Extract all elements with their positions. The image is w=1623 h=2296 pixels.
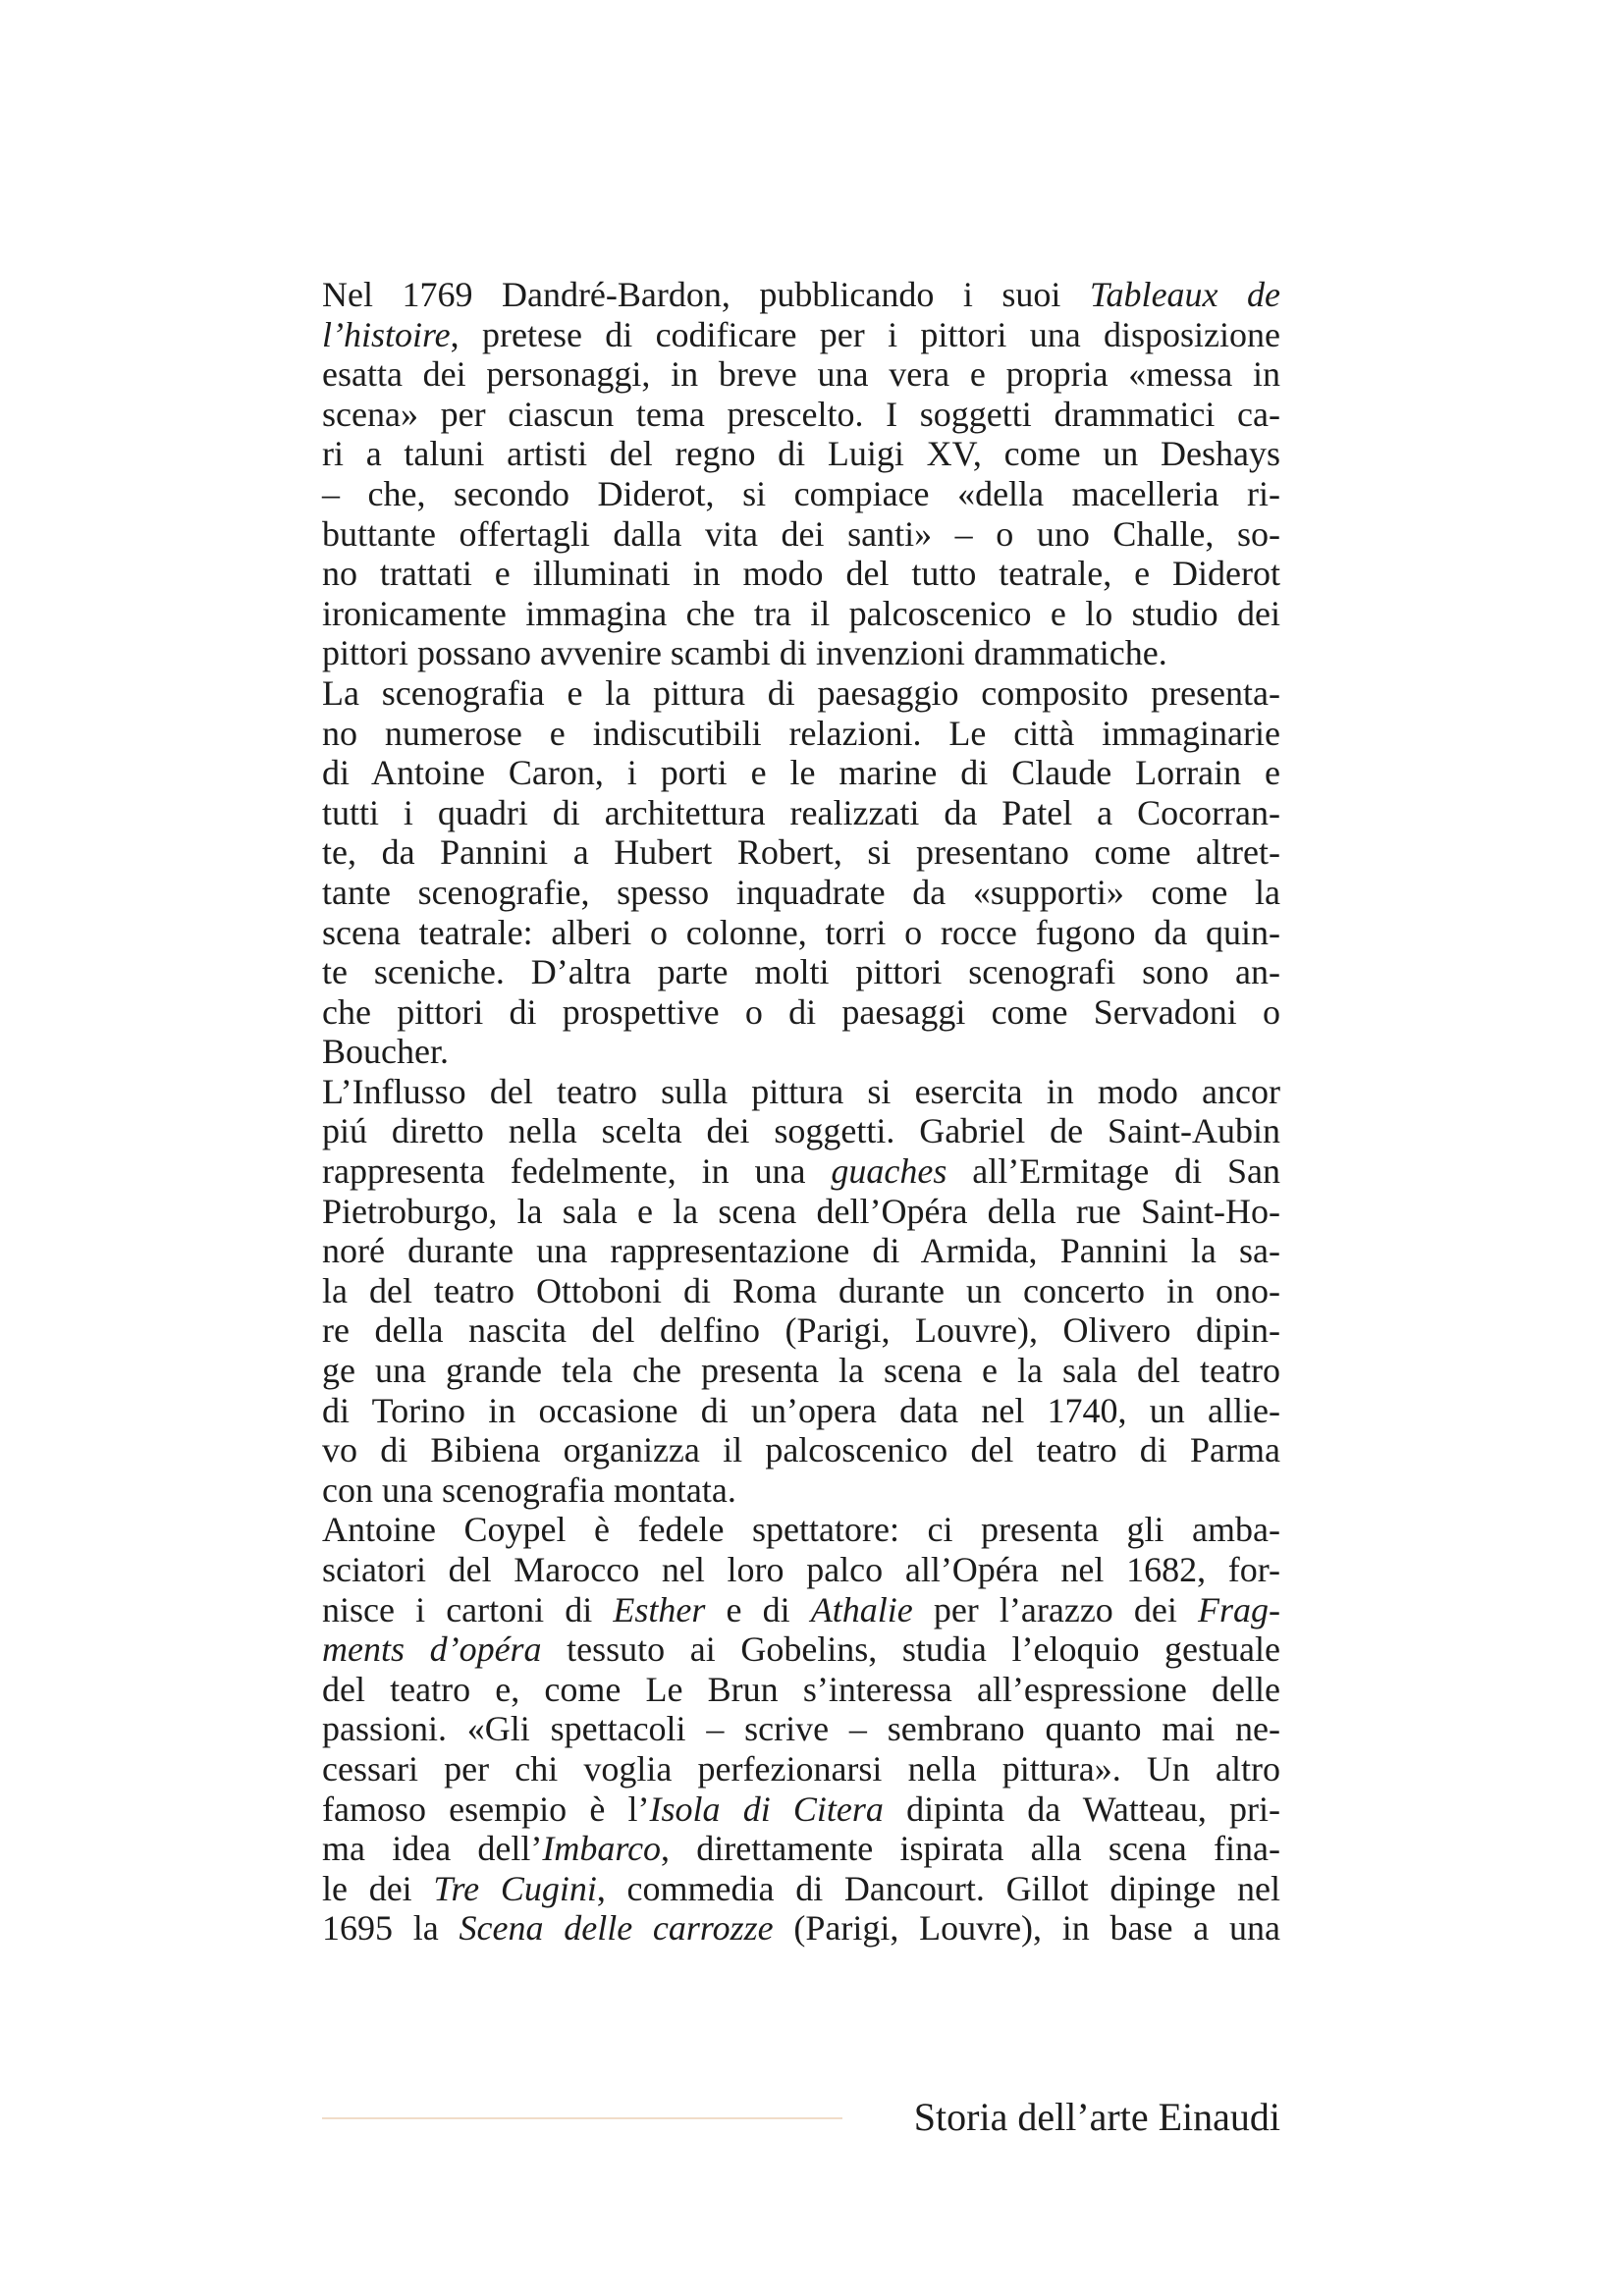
text-segment: Pietroburgo, la sala e la scena dell’Opéra della rue Saint-Ho- (322, 1191, 1280, 1231)
text-line (322, 1749, 1280, 1789)
text-segment: nisce i cartoni di (322, 1589, 614, 1629)
text-segment: te sceniche. D’altra parte molti pittori scenografi sono an- (322, 952, 1280, 992)
text-line (322, 1271, 1280, 1311)
text-segment: te, da Pannini a Hubert Robert, si presentano come altret- (322, 832, 1280, 873)
text-segment: – che, secondo Diderot, si compiace «della macelleria ri- (322, 473, 1280, 513)
text-segment: all’Ermitage di San (947, 1151, 1280, 1192)
text-segment: ma idea dell’ (322, 1829, 543, 1869)
footer-rule (322, 2117, 842, 2119)
text-line (322, 753, 1280, 793)
text-segment: che pittori di prospettive o di paesaggi come Servadoni o (322, 991, 1280, 1032)
footer (322, 2094, 1280, 2143)
text-line (322, 315, 1280, 355)
text-segment: Antoine Coypel è fedele spettatore: ci presenta gli amba- (322, 1510, 1280, 1550)
text-segment: di Antoine Caron, i porti e le marine di Claude Lorrain e (322, 753, 1280, 793)
text-segment: no trattati e illuminati in modo del tutto teatrale, e Diderot (322, 554, 1280, 594)
text-line (322, 434, 1280, 474)
text-line (322, 1391, 1280, 1431)
text-line (322, 952, 1280, 992)
text-segment: buttante offertagli dalla vita dei santi» – o uno Challe, so- (322, 513, 1280, 554)
text-line (322, 873, 1280, 913)
text-line (322, 832, 1280, 873)
text-segment: La scenografia e la pittura di paesaggio composito presenta- (322, 672, 1280, 713)
text-segment: no numerose e indiscutibili relazioni. Le città immaginarie (322, 713, 1280, 753)
text-line (322, 1310, 1280, 1351)
text-line (322, 673, 1280, 714)
text-segment: e di (705, 1589, 811, 1629)
italic-title: Esther (613, 1589, 706, 1629)
italic-title: Imbarco (542, 1829, 662, 1869)
text-line (322, 1072, 1280, 1112)
text-segment: piú diretto nella scelta dei soggetti. Gabriel de Saint-Aubin (322, 1111, 1280, 1151)
text-segment: cessari per chi voglia perfezionarsi nella pittura». Un altro (322, 1748, 1280, 1789)
text-segment: esatta dei personaggi, in breve una vera e propria «messa in (322, 354, 1280, 395)
text-line (322, 913, 1280, 953)
text-segment: pittori possano avvenire scambi di invenzioni drammatiche. (322, 633, 1167, 673)
text-line (322, 793, 1280, 833)
text-line (322, 1032, 1280, 1072)
text-segment: Nel 1769 Dandré-Bardon, pubblicando i suoi (322, 275, 1090, 314)
text-segment: di Torino in occasione di un’opera data nel 1740, un allie- (322, 1390, 1280, 1430)
text-segment: , direttamente ispirata alla scena fina- (661, 1829, 1280, 1869)
text-segment: passioni. «Gli spettacoli – scrive – sembrano quanto mai ne- (322, 1709, 1280, 1749)
italic-title: Tre Cugini (433, 1868, 597, 1908)
italic-title: Isola di Citera (649, 1789, 884, 1829)
text-segment: sciatori del Marocco nel loro palco all’Opéra nel 1682, for- (322, 1550, 1280, 1589)
text-segment: vo di Bibiena organizza il palcoscenico del teatro di Parma (322, 1430, 1280, 1470)
text-line (322, 554, 1280, 594)
text-segment: ge una grande tela che presenta la scena e la sala del teatro (322, 1351, 1280, 1391)
italic-title: l’histoire (322, 314, 451, 354)
italic-title: Athalie (810, 1589, 913, 1629)
text-line (322, 1510, 1280, 1550)
italic-title: Scena delle carrozze (459, 1908, 774, 1949)
text-segment: per l’arazzo dei (912, 1589, 1199, 1629)
body-text (322, 275, 1280, 1949)
text-segment: tessuto ai Gobelins, studia l’eloquio gestuale (541, 1629, 1280, 1670)
text-line (322, 1192, 1280, 1232)
text-line (322, 1789, 1280, 1830)
text-segment: 1695 la (322, 1908, 460, 1949)
text-line (322, 474, 1280, 514)
italic-title: ments d’opéra (322, 1629, 542, 1670)
text-segment: scena» per ciascun tema prescelto. I soggetti drammatici ca- (322, 394, 1280, 434)
italic-title: Frag- (1198, 1589, 1281, 1629)
text-line (322, 1430, 1280, 1470)
text-line (322, 1151, 1280, 1192)
text-segment: , commedia di Dancourt. Gillot dipinge nel (596, 1868, 1280, 1908)
text-segment: re della nascita del delfino (Parigi, Louvre), Olivero dipin- (322, 1310, 1280, 1351)
text-line (322, 1829, 1280, 1869)
text-segment: noré durante una rappresentazione di Armida, Pannini la sa- (322, 1231, 1280, 1271)
text-segment: del teatro e, come Le Brun s’interessa all’espressione delle (322, 1669, 1280, 1709)
text-line (322, 275, 1280, 315)
text-segment: la del teatro Ottoboni di Roma durante un concerto in ono- (322, 1270, 1280, 1310)
text-line (322, 1111, 1280, 1151)
text-segment: L’Influsso del teatro sulla pittura si esercita in modo ancor (322, 1071, 1280, 1111)
text-line (322, 1709, 1280, 1749)
text-line (322, 1470, 1280, 1511)
text-line (322, 1629, 1280, 1670)
text-segment: rappresenta fedelmente, in una (322, 1151, 832, 1192)
text-segment: Boucher. (322, 1032, 449, 1072)
text-line (322, 1590, 1280, 1630)
footer-title: Storia dell’arte Einaudi (913, 2095, 1280, 2139)
text-line (322, 1231, 1280, 1271)
text-segment: ironicamente immagina che tra il palcoscenico e lo studio dei (322, 593, 1280, 633)
text-line (322, 714, 1280, 754)
text-segment: le dei (322, 1868, 434, 1908)
text-line (322, 992, 1280, 1033)
text-line (322, 1908, 1280, 1949)
text-line (322, 633, 1280, 673)
text-segment: , pretese di codificare per i pittori una disposizione (450, 314, 1280, 354)
text-line (322, 1670, 1280, 1710)
italic-title: Tableaux de (1089, 275, 1280, 314)
text-line (322, 594, 1280, 634)
text-line (322, 1869, 1280, 1909)
text-line (322, 1351, 1280, 1391)
text-segment: tante scenografie, spesso inquadrate da «supporti» come la (322, 872, 1280, 912)
italic-title: guaches (831, 1151, 947, 1192)
text-segment: scena teatrale: alberi o colonne, torri o rocce fugono da quin- (322, 912, 1280, 952)
text-line (322, 395, 1280, 435)
text-line (322, 514, 1280, 555)
text-segment: (Parigi, Louvre), in base a una (773, 1908, 1280, 1949)
text-segment: tutti i quadri di architettura realizzati da Patel a Cocorran- (322, 792, 1280, 832)
text-segment: dipinta da Watteau, pri- (883, 1789, 1281, 1829)
text-line (322, 354, 1280, 395)
text-segment: famoso esempio è l’ (322, 1789, 650, 1829)
text-line (322, 1550, 1280, 1590)
text-segment: con una scenografia montata. (322, 1469, 736, 1510)
text-segment: ri a taluni artisti del regno di Luigi XV, come un Deshays (322, 434, 1280, 474)
